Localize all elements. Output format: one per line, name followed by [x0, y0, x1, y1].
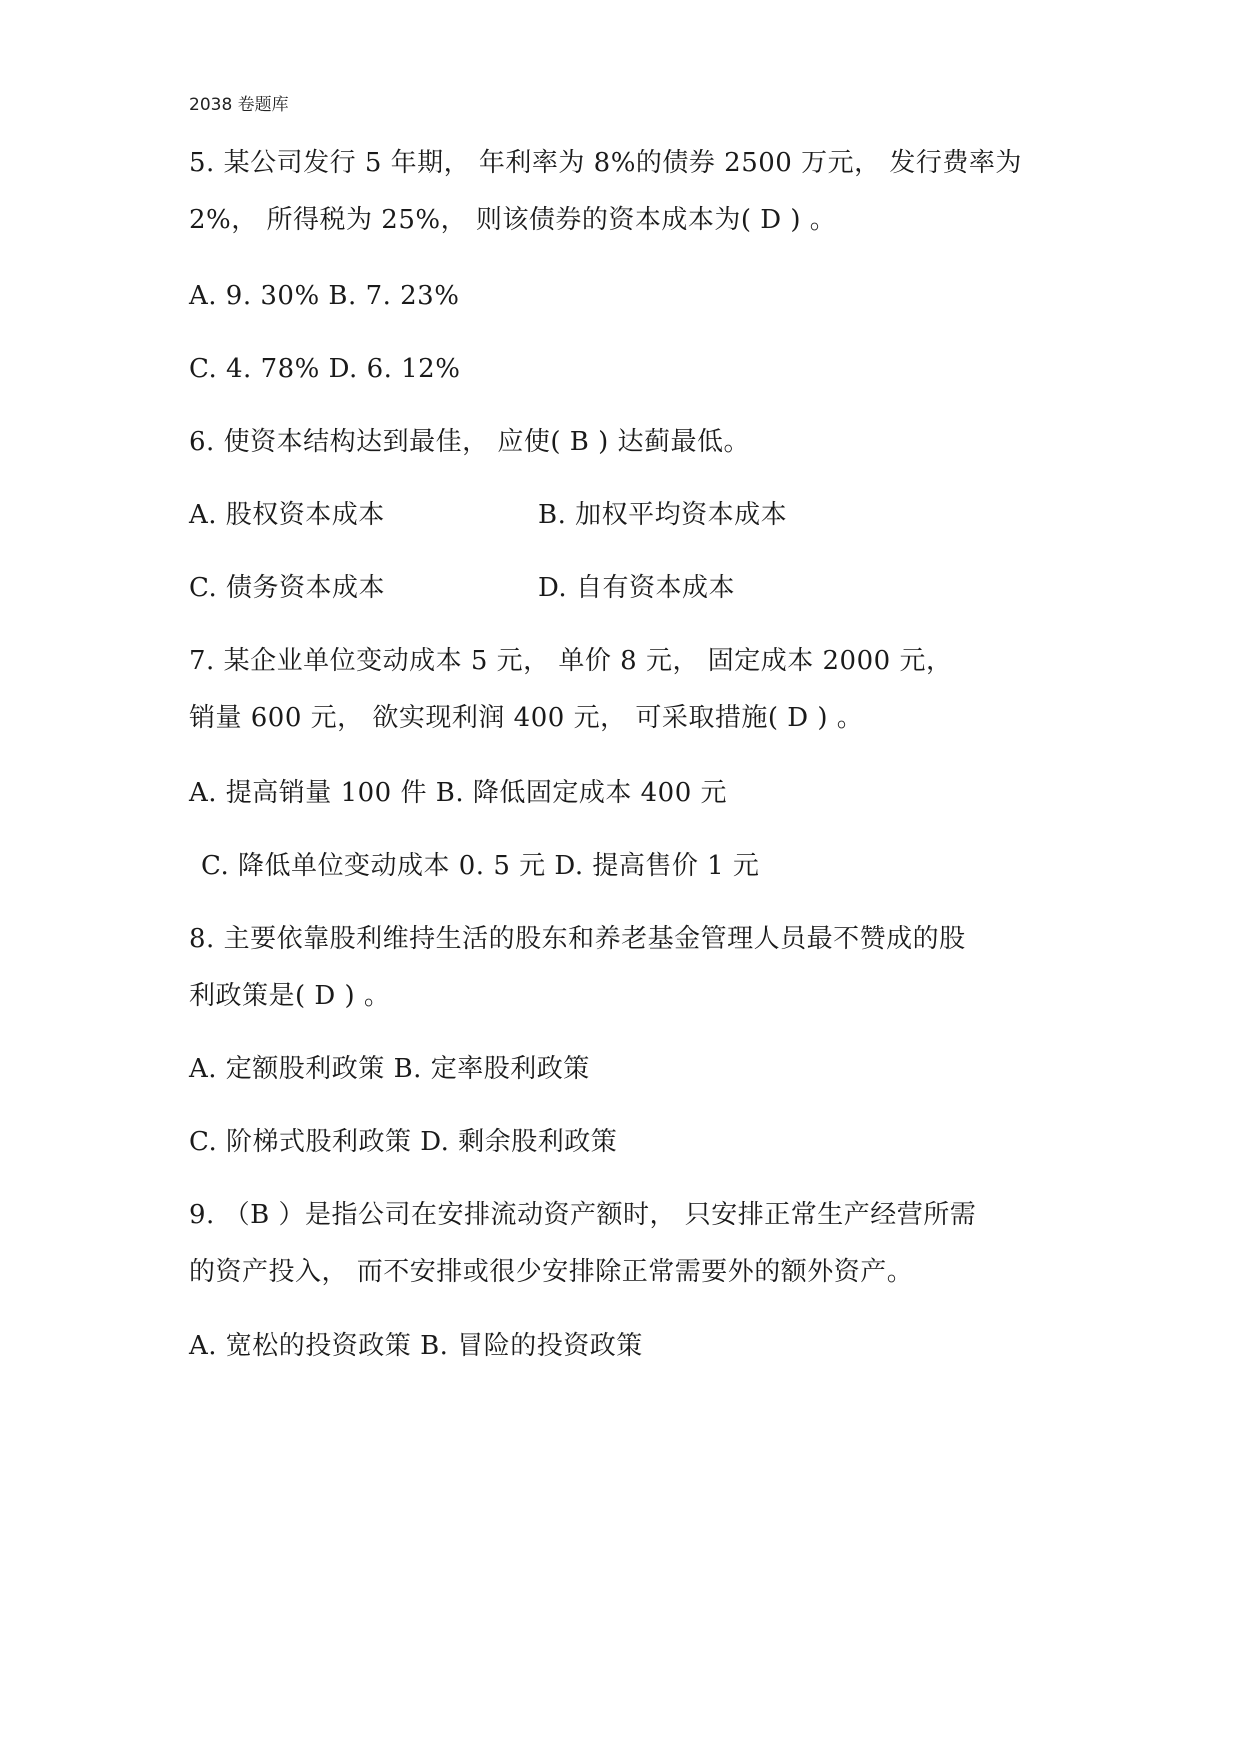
question-5-line-2: 2%， 所得税为 25%， 则该债券的资本成本为( D ) 。	[189, 205, 837, 235]
question-9-line-1: 9. （B ）是指公司在安排流动资产额时， 只安排正常生产经营所需	[189, 1200, 977, 1230]
question-8-line-1: 8. 主要依靠股利维持生活的股东和养老基金管理人员最不赞成的股	[189, 924, 966, 954]
question-9-options-ab: A. 宽松的投资政策 B. 冒险的投资政策	[189, 1331, 643, 1361]
question-5-line-1: 5. 某公司发行 5 年期， 年利率为 8%的债券 2500 万元， 发行费率为	[189, 148, 1022, 178]
question-7-line-1: 7. 某企业单位变动成本 5 元， 单价 8 元， 固定成本 2000 元，	[189, 646, 953, 676]
question-8-options-ab: A. 定额股利政策 B. 定率股利政策	[189, 1054, 590, 1084]
question-9-line-2: 的资产投入， 而不安排或很少安排除正常需要外的额外资产。	[189, 1257, 914, 1287]
question-6-stem: 6. 使资本结构达到最佳， 应使( B ) 达蓟最低。	[189, 427, 751, 457]
page-header: 2038 卷题库	[189, 95, 289, 115]
question-6-option-a: A. 股权资本成本	[189, 500, 385, 530]
question-6-option-d: D. 自有资本成本	[538, 573, 735, 603]
question-6-option-b: B. 加权平均资本成本	[538, 500, 788, 530]
question-6-options-cd	[189, 571, 735, 605]
question-5-options-cd: C. 4. 78% D. 6. 12%	[189, 354, 461, 384]
question-6-option-c: C. 债务资本成本	[189, 573, 385, 603]
question-7-options-cd: C. 降低单位变动成本 0. 5 元 D. 提高售价 1 元	[201, 851, 760, 881]
question-8-line-2: 利政策是( D ) 。	[189, 981, 391, 1011]
question-7-options-ab: A. 提高销量 100 件 B. 降低固定成本 400 元	[189, 778, 728, 808]
question-6-options-ab	[189, 498, 788, 532]
question-8-options-cd: C. 阶梯式股利政策 D. 剩余股利政策	[189, 1127, 618, 1157]
question-7-line-2: 销量 600 元， 欲实现利润 400 元， 可采取措施( D ) 。	[189, 703, 864, 733]
question-5-options-ab: A. 9. 30% B. 7. 23%	[189, 281, 460, 311]
